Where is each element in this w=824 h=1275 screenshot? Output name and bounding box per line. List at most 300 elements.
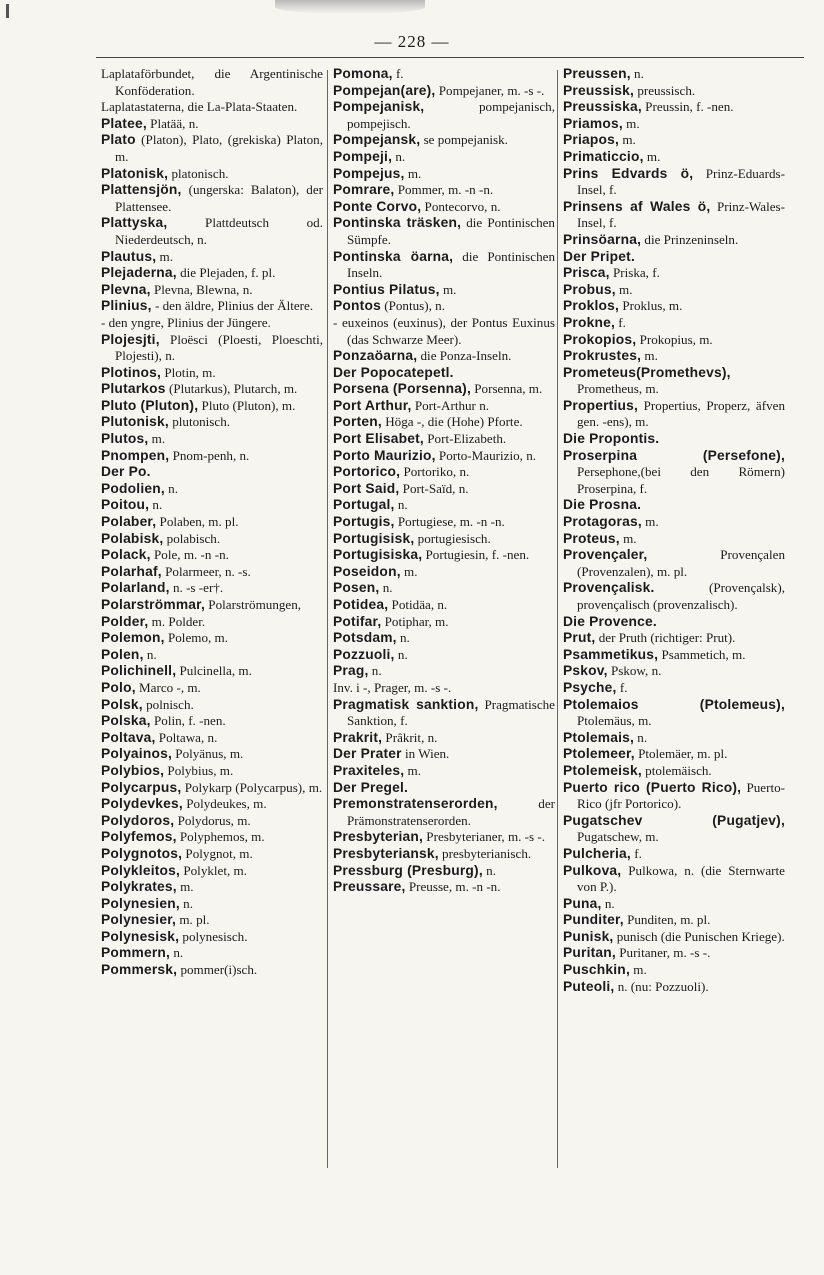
dictionary-entry [333,199,555,216]
entry-definition: (Provençalsk), provençalisch (provenzalisch). [577,580,785,612]
dictionary-entry [333,730,555,747]
entry-headword: Plinius, [101,298,152,314]
dictionary-entry [563,497,785,514]
entry-headword: Preussare, [333,879,406,895]
entry-headword: Polynesier, [101,912,177,928]
dictionary-entry [101,514,323,531]
entry-definition: se pompejanisk. [420,132,508,148]
entry-headword: Puritan, [563,945,616,961]
entry-headword: Presbyteriansk, [333,845,439,861]
entry-headword: Prinsens af Wales ö, [563,198,711,214]
entry-definition: (Pontus), n. [380,298,445,314]
entry-definition: Portoriko, n. [400,464,470,480]
entry-headword: Potifar, [333,613,382,629]
dictionary-entry [563,116,785,133]
entry-definition: Puritaner, m. -s -. [615,945,711,961]
entry-headword: Presbyterian, [333,829,424,845]
entry-definition: Prinz-Wales-Insel, f. [577,198,785,231]
dictionary-entry [333,863,555,880]
entry-definition: Provençalen (Provenzalen), m. pl. [577,547,785,579]
dictionary-entry [101,481,323,498]
scan-mark [6,4,9,18]
entry-headword: Die Propontis. [563,431,660,447]
dictionary-entry [101,796,323,813]
entry-definition: Pontecorvo, n. [421,198,501,214]
column-left [101,66,323,979]
dictionary-entry [563,132,785,149]
dictionary-entry [101,431,323,448]
dictionary-entry [333,630,555,647]
entry-definition: Presbyterianer, m. -s -. [423,829,546,845]
dictionary-entry [563,431,785,448]
entry-headword: Polydoros, [101,812,175,828]
entry-definition: Plattdeutsch od. Niederdeutsch, n. [115,215,323,247]
entry-definition: (ungerska: Balaton), der Plattensee. [115,182,323,214]
entry-headword: Polarströmmar, [101,597,206,612]
entry-definition: (Plutarkus), Plutarch, m. [165,381,298,397]
entry-definition: Polyphemos, m. [176,829,265,845]
entry-definition: polynesisch. [179,928,248,944]
dictionary-entry [101,730,323,747]
dictionary-entry [333,282,555,299]
entry-headword: Polo, [101,679,136,695]
dictionary-entry [101,829,323,846]
entry-definition: Laplataförbundet, die Argentinische Konföderation. [101,66,323,98]
entry-headword: Polyfemos, [101,829,177,845]
entry-definition: m. [643,148,661,164]
entry-headword: Puschkin, [563,962,630,978]
dictionary-entry [563,697,785,730]
dictionary-entry [101,132,323,165]
entry-headword: Pomrare, [333,182,395,198]
entry-definition: Polykarp (Polycarpus), m. [181,779,323,795]
dictionary-entry [333,597,555,614]
entry-headword: Proteus, [563,530,620,546]
entry-definition: Ptolemäus, m. [577,713,652,729]
entry-definition: n. [368,663,382,679]
entry-headword: Prokrustes, [563,348,642,364]
dictionary-entry [101,697,323,714]
dictionary-entry [333,846,555,863]
entry-headword: Polen, [101,646,144,662]
entry-definition: Plevna, Blewna, n. [150,281,253,297]
entry-definition: Ploësci (Ploesti, Ploeschti, Plojesti), n. [115,331,323,364]
dictionary-entry [333,365,555,382]
entry-headword: Posen, [333,580,380,596]
dictionary-entry [333,298,555,315]
entry-definition: n. [394,646,408,662]
dictionary-entry [563,83,785,100]
dictionary-entry [101,962,323,979]
entry-headword: Ponte Corvo, [333,198,422,214]
entry-headword: Propertius, [563,397,639,413]
entry-headword: Psyche, [563,679,617,695]
entry-definition: pompejanisch, pompejisch. [347,99,555,131]
entry-headword: Poitou, [101,497,150,513]
entry-definition: n. [630,66,644,81]
entry-definition: n. [396,630,410,646]
entry-definition: Polyklet, m. [180,862,248,878]
dictionary-entry [563,348,785,365]
dictionary-entry [333,564,555,581]
entry-headword: Podolien, [101,480,165,496]
dictionary-entry [333,182,555,199]
entry-definition: m. [439,281,457,297]
entry-headword: Port Said, [333,480,400,496]
dictionary-entry [333,448,555,465]
entry-definition: Port-Saïd, n. [399,480,469,496]
entry-headword: Prag, [333,663,369,679]
entry-headword: Pomona, [333,66,393,81]
dictionary-entry [101,414,323,431]
dictionary-entry [101,332,323,365]
entry-headword: Port Elisabet, [333,431,424,447]
dictionary-entry [563,863,785,896]
entry-headword: Pozzuoli, [333,646,395,662]
entry-definition: f. [392,66,404,81]
entry-definition: Pskow, n. [607,663,662,679]
entry-headword: Ponzaöarna, [333,348,418,364]
entry-definition: portugiesisch. [414,530,491,546]
entry-definition: Psammetich, m. [658,646,746,662]
entry-headword: Prakrit, [333,729,383,745]
entry-definition: Pommer, m. -n -n. [394,182,494,198]
entry-definition: m. [404,165,422,181]
entry-headword: Plejaderna, [101,265,177,281]
entry-definition: n. [179,895,193,911]
entry-headword: Portugal, [333,497,395,513]
entry-definition: m. [404,762,421,778]
dictionary-entry [333,99,555,132]
entry-definition: n. [164,480,178,496]
dictionary-entry [333,414,555,431]
entry-definition: n. [170,945,184,961]
entry-definition: f. [630,845,642,861]
entry-definition: m. [641,514,659,530]
dictionary-entry [101,945,323,962]
entry-headword: Polack, [101,547,151,563]
dictionary-entry [333,497,555,514]
entry-headword: Die Prosna. [563,497,642,513]
dictionary-entry [333,879,555,896]
dictionary-entry [101,846,323,863]
entry-headword: Polynesisk, [101,928,180,944]
dictionary-entry [563,547,785,580]
entry-definition: Portugiese, m. -n -n. [394,514,505,530]
entry-definition: Propertius, Properz, äfven gen. -ens), m. [577,397,785,430]
entry-headword: Der Po. [101,464,151,480]
entry-definition: Polarmeer, n. -s. [161,563,251,579]
entry-definition: Laplatastaterna, die La-Plata-Staaten. [101,99,298,115]
entry-headword: Prut, [563,630,596,646]
dictionary-entry [563,149,785,166]
entry-headword: Plattyska, [101,215,168,231]
entry-definition: n. (nu: Pozzuoli). [614,978,709,994]
entry-definition: Platää, n. [146,115,199,131]
dictionary-entry [101,614,323,631]
entry-headword: Plevna, [101,281,151,297]
entry-definition: Preussin, f. -nen. [641,99,734,115]
entry-definition: der Pruth (richtiger: Prut). [595,630,736,646]
dictionary-entry [101,547,323,564]
entry-headword: Proserpina (Persefone), [563,447,785,463]
entry-headword: Preussen, [563,66,631,81]
dictionary-entry [101,663,323,680]
entry-headword: Prinsöarna, [563,231,642,247]
entry-definition: Prinz-Eduards-Insel, f. [577,165,785,198]
dictionary-entry [563,249,785,266]
dictionary-entry [563,962,785,979]
entry-headword: Polder, [101,613,149,629]
entry-definition: Port-Arthur n. [411,397,490,413]
dictionary-entry [333,514,555,531]
entry-headword: Porsena (Porsenna), [333,381,471,397]
entry-headword: Preussiska, [563,99,642,115]
dictionary-entry [563,298,785,315]
entry-definition: Pulkowa, n. (die Sternwarte von P.). [577,862,785,895]
entry-definition: Pnom-penh, n. [169,447,250,463]
dictionary-entry [563,630,785,647]
entry-headword: Pskov, [563,663,608,679]
entry-definition: ptolemäisch. [641,762,712,778]
entry-headword: Probus, [563,281,616,297]
entry-headword: Die Provence. [563,613,657,629]
entry-definition: platonisch. [168,165,229,181]
entry-headword: Polarhaf, [101,563,162,579]
header-rule [96,57,804,58]
entry-definition: Polyänus, m. [172,746,244,762]
entry-definition: Polygnot, m. [182,845,253,861]
dictionary-entry [333,746,555,763]
entry-headword: Port Arthur, [333,397,412,413]
entry-headword: Pontos [333,298,381,314]
entry-definition: f. [615,314,626,330]
entry-definition: Port-Elizabeth. [423,431,507,447]
entry-headword: Pommern, [101,945,171,961]
dictionary-entry [101,597,323,614]
entry-headword: Puteoli, [563,978,615,994]
entry-headword: Polabisk, [101,530,164,546]
entry-headword: Plato [101,132,136,148]
entry-headword: Pompejus, [333,165,405,181]
dictionary-entry [333,680,555,697]
entry-definition: - den yngre, Plinius der Jüngere. [101,314,271,330]
entry-headword: Portugisisk, [333,530,415,546]
dictionary-entry [101,580,323,597]
entry-definition: n. [482,862,496,878]
entry-headword: Plattensjön, [101,182,182,198]
entry-headword: Proklos, [563,298,620,314]
dictionary-entry [563,979,785,996]
dictionary-entry [101,448,323,465]
entry-headword: Polynesien, [101,895,180,911]
entry-headword: Puerto rico (Puerto Rico), [563,779,742,795]
entry-definition: Polin, f. -nen. [150,713,226,729]
entry-headword: Polska, [101,713,151,729]
dictionary-entry [563,647,785,664]
entry-headword: Pragmatisk sanktion, [333,696,479,712]
entry-headword: Polybios, [101,762,165,778]
entry-headword: Pontinska öarna, [333,248,454,264]
dictionary-entry [333,66,555,83]
dictionary-entry [101,116,323,133]
entry-headword: Plojesjti, [101,331,160,347]
dictionary-entry [333,464,555,481]
entry-headword: Preussisk, [563,82,635,98]
entry-headword: Pompejanisk, [333,99,425,115]
entry-headword: Pommersk, [101,962,178,978]
entry-headword: Polykrates, [101,879,177,895]
dictionary-entry [333,663,555,680]
entry-definition: Polaben, m. pl. [156,514,239,530]
dictionary-entry [563,680,785,697]
entry-headword: Potsdam, [333,630,397,646]
entry-headword: Der Pripet. [563,248,635,264]
dictionary-entry [563,514,785,531]
entry-definition: Preusse, m. -n -n. [405,879,501,895]
dictionary-entry [101,464,323,481]
dictionary-entry [563,166,785,199]
entry-headword: Ptolemais, [563,729,635,745]
entry-definition: die Pontinischen Sümpfe. [347,215,555,247]
entry-headword: Poltava, [101,729,156,745]
entry-headword: Pontinska träsken, [333,215,462,231]
dictionary-entry [101,531,323,548]
dictionary-entry [101,166,323,183]
entry-headword: Plautus, [101,248,157,264]
entry-headword: Poseidon, [333,563,401,579]
dictionary-entry [101,215,323,248]
entry-headword: Punditer, [563,912,624,928]
entry-headword: Plutos, [101,431,149,447]
dictionary-entry [333,149,555,166]
entry-headword: Provençaler, [563,547,648,563]
dictionary-entry [563,315,785,332]
entry-definition: Priska, f. [609,265,660,281]
dictionary-entry [563,99,785,116]
entry-definition: m. Polder. [148,613,206,629]
dictionary-entry [101,381,323,398]
entry-headword: Platee, [101,115,147,131]
entry-headword: Pulkova, [563,862,622,878]
dictionary-entry [101,813,323,830]
entry-headword: Pnompen, [101,447,170,463]
entry-headword: Pontius Pilatus, [333,281,440,297]
entry-definition: - euxeinos (euxinus), der Pontus Euxinus (das Schwarze Meer). [333,314,555,347]
entry-headword: Pompejansk, [333,132,421,148]
entry-definition: m. [615,281,633,297]
entry-headword: Plutarkos [101,381,166,397]
entry-headword: Polarland, [101,580,170,596]
dictionary-entry [563,614,785,631]
entry-definition: Potidäa, n. [388,597,448,612]
dictionary-entry [563,448,785,498]
dictionary-entry [101,912,323,929]
entry-definition: n. [634,729,648,745]
entry-headword: Premonstratenserorden, [333,796,498,812]
dictionary-entry [563,896,785,913]
dictionary-entry [563,929,785,946]
entry-definition: Polemo, m. [164,630,228,646]
dictionary-entry [563,763,785,780]
dictionary-entry [101,879,323,896]
entry-headword: Provençalisk. [563,580,655,596]
entry-definition: Porto-Maurizio, n. [435,447,537,463]
dictionary-entry [333,431,555,448]
entry-headword: Praxiteles, [333,762,405,778]
entry-headword: Pulcheria, [563,845,631,861]
dictionary-entry [563,730,785,747]
entry-headword: Prisca, [563,265,610,281]
dictionary-entry [101,896,323,913]
entry-definition: m. [619,132,636,148]
entry-headword: Polydevkes, [101,796,183,812]
entry-definition: die Ponza-Inseln. [417,348,512,364]
dictionary-entry [101,365,323,382]
entry-definition: - den äldre, Plinius der Ältere. [151,298,314,314]
dictionary-entry [333,132,555,149]
dictionary-entry [101,497,323,514]
entry-definition: m. [641,348,658,364]
column-separator-1 [327,70,328,1168]
dictionary-entry [101,746,323,763]
entry-definition: Polybius, m. [164,762,234,778]
dictionary-entry [333,614,555,631]
entry-headword: Priapos, [563,132,620,148]
entry-headword: Plotinos, [101,364,162,380]
dictionary-entry [101,182,323,215]
entry-headword: Portorico, [333,464,401,480]
entry-headword: Psammetikus, [563,646,659,662]
dictionary-entry [563,945,785,962]
entry-headword: Pressburg (Presburg), [333,862,483,878]
entry-headword: Ptolemeer, [563,746,635,762]
entry-headword: Polemon, [101,630,165,646]
entry-headword: Der Popocatepetl. [333,364,454,380]
dictionary-entry [101,680,323,697]
dictionary-entry [563,398,785,431]
entry-definition: Inv. i -, Prager, m. -s -. [333,679,452,695]
dictionary-entry [563,912,785,929]
entry-definition: m. [629,962,647,978]
entry-headword: Prokne, [563,314,616,330]
dictionary-entry [333,249,555,282]
dictionary-entry [333,697,555,730]
dictionary-entry [563,265,785,282]
entry-headword: Polsk, [101,696,143,712]
dictionary-entry [101,282,323,299]
entry-definition: Marco -, m. [135,679,201,695]
entry-headword: Polycarpus, [101,779,182,795]
dictionary-entry [101,265,323,282]
entry-definition: n. [392,148,406,164]
entry-definition: n. [143,646,157,662]
entry-definition: Pole, m. -n -n. [150,547,229,563]
entry-definition: Polydeukes, m. [182,796,267,812]
entry-headword: Der Pregel. [333,779,409,795]
entry-definition: die Prinzeninseln. [641,231,739,247]
entry-definition: der Prämonstratenserorden. [347,796,555,828]
dictionary-entry [333,166,555,183]
dictionary-entry [563,813,785,846]
entry-definition: Polarströmungen, [205,597,302,612]
dictionary-entry [563,199,785,232]
column-right [563,66,785,995]
dictionary-entry [563,332,785,349]
entry-definition: (Platon), Plato, (grekiska) Platon, m. [115,132,323,164]
dictionary-entry [333,83,555,100]
entry-definition: Polydorus, m. [174,812,251,828]
